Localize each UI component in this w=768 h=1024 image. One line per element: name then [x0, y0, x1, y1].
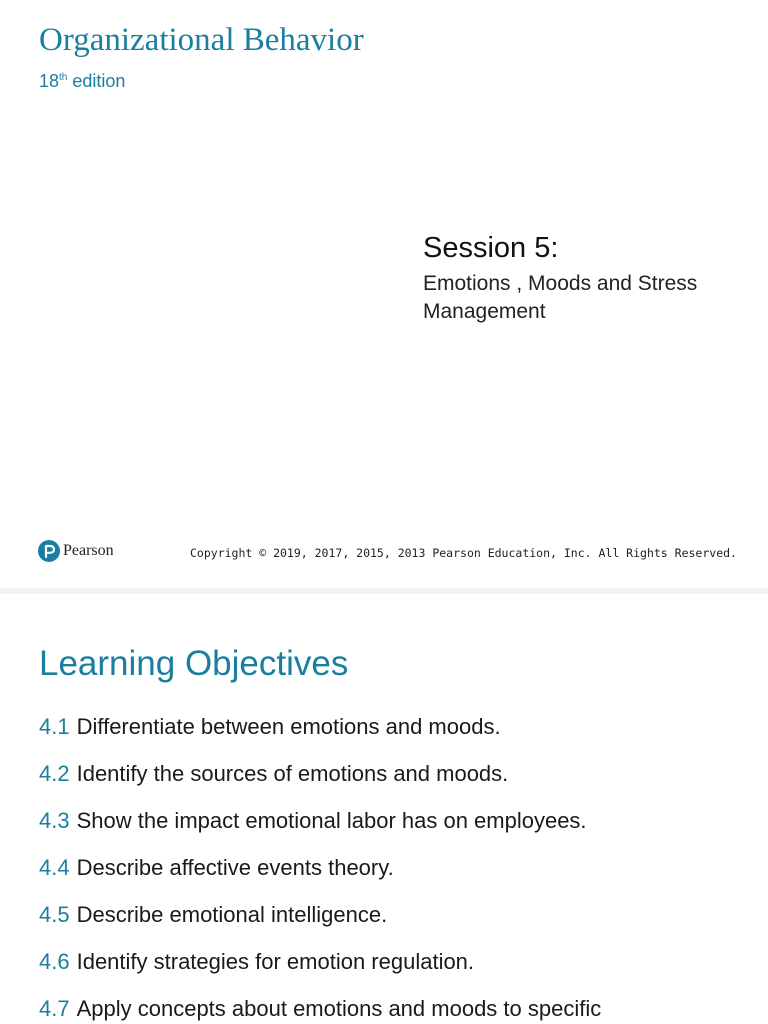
objective-text: Describe affective events theory. [76, 855, 394, 880]
objective-item [39, 853, 601, 900]
objective-item [39, 994, 601, 1024]
learning-objectives-slide [0, 594, 768, 1024]
objective-text: Differentiate between emotions and moods. [76, 714, 501, 739]
pearson-logo [38, 540, 114, 562]
book-title: Organizational Behavior [39, 22, 364, 58]
objective-text: Show the impact emotional labor has on employees. [76, 808, 587, 833]
objective-number: 4.4 [39, 855, 70, 880]
objective-item [39, 759, 601, 806]
pearson-p-icon [38, 540, 60, 562]
edition-word: edition [67, 71, 126, 91]
objective-item [39, 806, 601, 853]
edition-label [39, 71, 125, 92]
objective-number: 4.2 [39, 761, 70, 786]
objective-text: Identify strategies for emotion regulation. [76, 949, 475, 974]
objective-text: Identify the sources of emotions and moods. [76, 761, 509, 786]
objective-number: 4.3 [39, 808, 70, 833]
pearson-wordmark: Pearson [63, 542, 114, 559]
edition-suffix: th [59, 72, 68, 83]
objective-number: 4.1 [39, 714, 70, 739]
learning-objectives-title: Learning Objectives [39, 644, 349, 683]
session-title: Session 5: [423, 232, 559, 264]
objective-item [39, 947, 601, 994]
objective-text: Apply concepts about emotions and moods to specific [76, 996, 602, 1021]
objective-text: Describe emotional intelligence. [76, 902, 388, 927]
objective-number: 4.6 [39, 949, 70, 974]
objective-number: 4.5 [39, 902, 70, 927]
session-subtitle: Emotions , Moods and Stress Management [423, 272, 698, 323]
edition-number: 18 [39, 71, 60, 91]
objective-item [39, 900, 601, 947]
objectives-list [39, 712, 601, 1024]
copyright-notice: Copyright © 2019, 2017, 2015, 2013 Pearson Education, Inc. All Rights Reserved. [190, 546, 737, 560]
objective-number: 4.7 [39, 996, 70, 1021]
objective-item [39, 712, 601, 759]
